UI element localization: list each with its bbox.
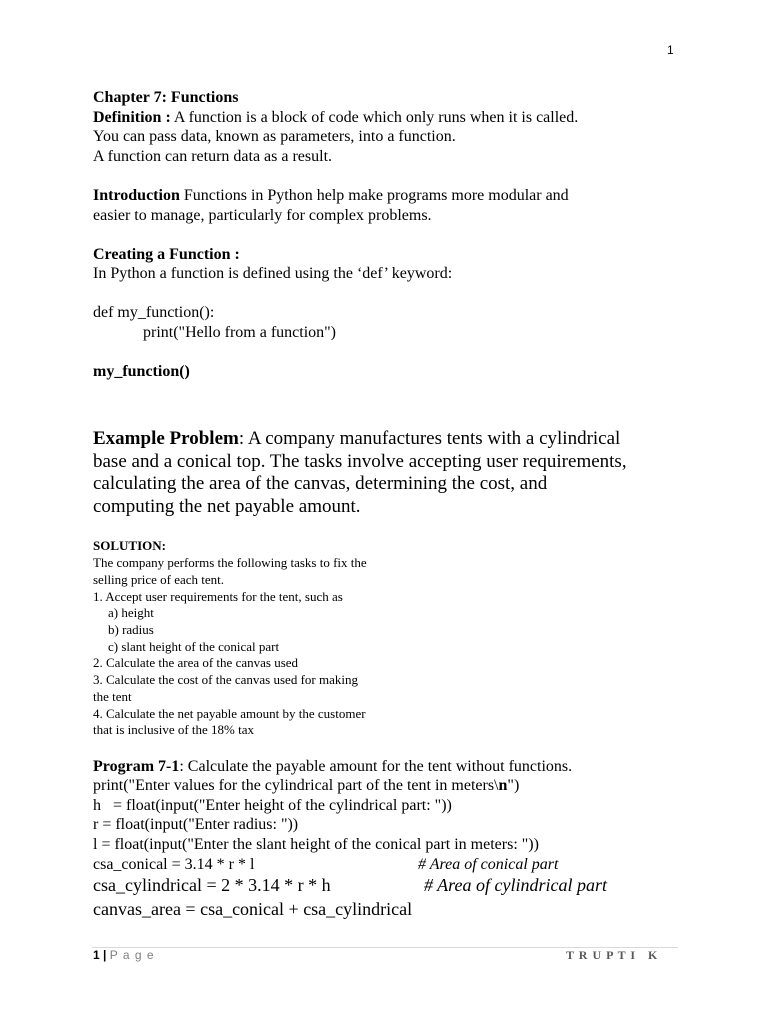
introduction-text: Functions in Python help make programs more modular and [179,187,569,204]
solution-line: 3. Calculate the cost of the canvas used for making [93,672,358,687]
solution-line: c) slant height of the conical part [108,639,280,654]
code-call-line: my_function() [93,363,190,380]
program-code-line-3: r = float(input("Enter radius: ")) [93,816,299,833]
program-code-line-5: csa_conical = 3.14 * r * l [93,856,255,873]
program-code-line-1 [93,776,519,796]
program-code-line-2: h = float(input("Enter height of the cylindrical part: ")) [93,797,452,814]
example-line-3: calculating the area of the canvas, determining the cost, and [93,473,548,494]
code-segment: print("Enter values for the cylindrical part of the tent in meters\ [93,777,499,794]
example-line-1 [93,427,620,450]
solution-line: that is inclusive of the 18% tax [93,722,255,737]
program-comment-6: # Area of cylindrical part [424,875,607,895]
definition-line-2: You can pass data, known as parameters, into a function. [93,128,456,145]
program-heading [93,757,572,777]
footer-page-word: P a g e [109,948,155,962]
solution-line: selling price of each tent. [93,572,225,587]
creating-heading: Creating a Function : [93,246,240,263]
introduction-label: Introduction [93,187,180,204]
chapter-title: Chapter 7: Functions [93,89,239,106]
definition-label: Definition : [93,109,171,126]
program-code-line-4: l = float(input("Enter the slant height of the conical part in meters: ")) [93,836,539,853]
solution-line: the tent [93,689,132,704]
code-def-line: def my_function(): [93,304,215,321]
solution-line: The company performs the following tasks to fix the [93,555,367,570]
page-number-header: 1 [667,43,674,57]
creating-text: In Python a function is defined using the ‘def’ keyword: [93,265,453,282]
code-segment-bold: n [498,777,508,794]
footer-page-label [93,948,155,962]
footer-page-number: 1 [93,948,100,962]
footer-author: T R U P T I K [566,948,659,962]
example-line-4: computing the net payable amount. [93,496,361,517]
example-label: Example Problem [93,428,239,449]
solution-line: a) height [108,605,154,620]
solution-line: 2. Calculate the area of the canvas used [93,655,299,670]
program-comment-5: # Area of conical part [418,856,559,873]
program-text: : Calculate the payable amount for the tent without functions. [179,758,573,775]
program-label: Program 7-1 [93,758,180,775]
definition-text: A function is a block of code which only runs when it is called. [170,109,579,126]
introduction-line-1 [93,186,569,206]
code-print-line: print("Hello from a function") [143,324,337,341]
program-code-line-7: canvas_area = csa_conical + csa_cylindrical [93,899,413,919]
solution-line: 4. Calculate the net payable amount by the customer [93,706,366,721]
program-code-line-6: csa_cylindrical = 2 * 3.14 * r * h [93,875,331,895]
footer-separator: | [99,948,110,962]
solution-line: 1. Accept user requirements for the tent, such as [93,589,343,604]
introduction-line-2: easier to manage, particularly for complex problems. [93,207,432,224]
definition-line-1 [93,108,578,128]
solution-heading: SOLUTION: [93,538,166,553]
example-text: : A company manufactures tents with a cylindrical [238,428,621,449]
definition-line-3: A function can return data as a result. [93,148,333,165]
code-segment: ") [507,777,520,794]
solution-line: b) radius [108,622,154,637]
example-line-2: base and a conical top. The tasks involve accepting user requirements, [93,451,627,472]
